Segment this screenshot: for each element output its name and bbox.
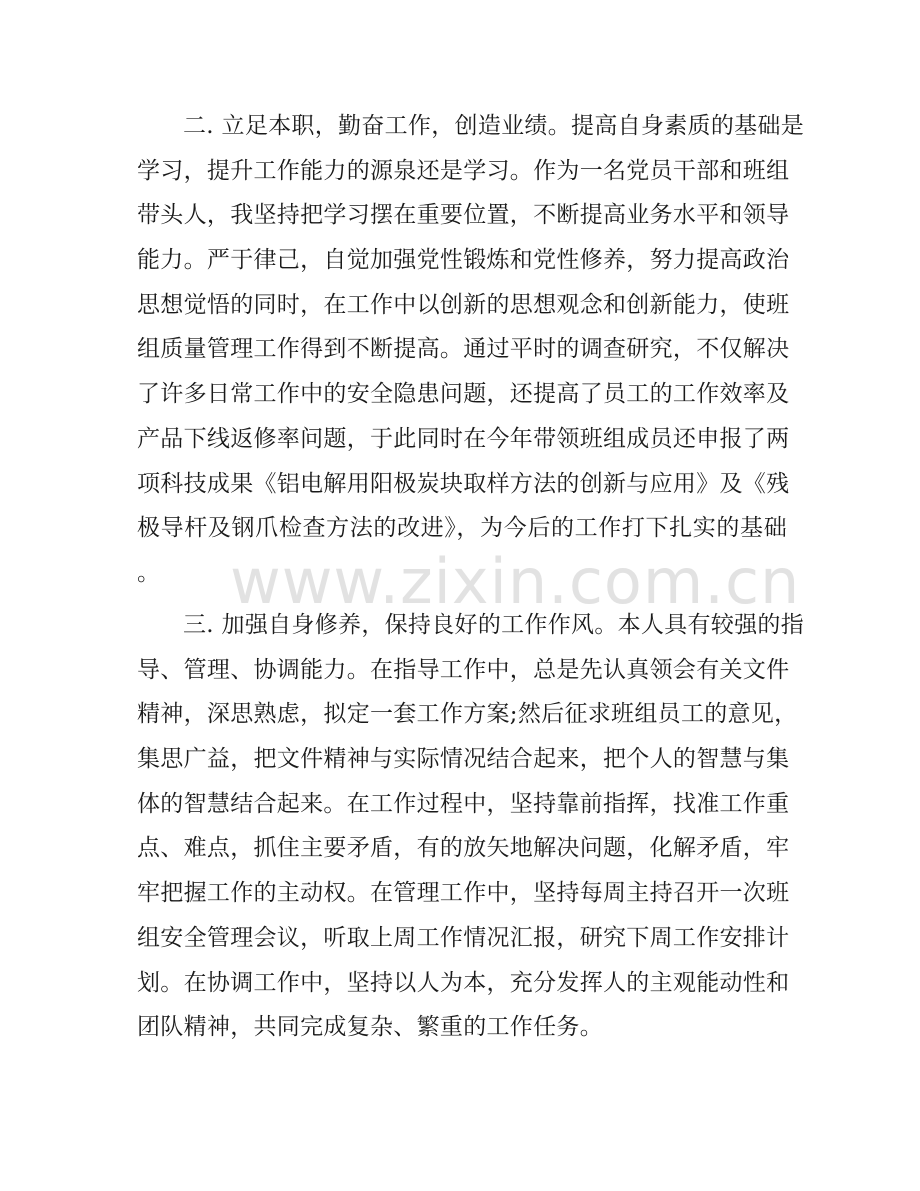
paragraph-line: 点、难点，抓住主要矛盾，有的放矢地解决问题，化解矛盾，牢	[137, 835, 790, 862]
paragraph-line: 集思广益，把文件精神与实际情况结合起来，把个人的智慧与集	[137, 746, 790, 773]
paragraph-line: 组安全管理会议，听取上周工作情况汇报，研究下周工作安排计	[137, 924, 790, 951]
paragraph-line: 学习，提升工作能力的源泉还是学习。作为一名党员干部和班组	[137, 157, 790, 184]
paragraph-line: 了许多日常工作中的安全隐患问题，还提高了员工的工作效率及	[137, 381, 790, 408]
paragraph-line: 团队精神，共同完成复杂、繁重的工作任务。	[137, 1014, 603, 1041]
paragraph-line: 划。在协调工作中，坚持以人为本，充分发挥人的主观能动性和	[137, 969, 790, 996]
paragraph-section-three	[137, 603, 805, 1050]
paragraph-line: 组质量管理工作得到不断提高。通过平时的调查研究，不仅解决	[137, 336, 790, 363]
paragraph-line: 思想觉悟的同时，在工作中以创新的思想观念和创新能力，使班	[137, 291, 790, 318]
paragraph-line: 二. 立足本职，勤奋工作，创造业绩。提高自身素质的基础是	[183, 113, 805, 139]
paragraph-line: 三. 加强自身修养，保持良好的工作作风。本人具有较强的指	[183, 612, 805, 638]
paragraph-line: 产品下线返修率问题，于此同时在今年带领班组成员还申报了两	[137, 425, 790, 452]
paragraph-line: 。	[137, 559, 161, 586]
paragraph-line: 带头人，我坚持把学习摆在重要位置，不断提高业务水平和领导	[137, 202, 790, 229]
paragraph-line: 极导杆及钢爪检查方法的改进》，为今后的工作打下扎实的基础	[137, 515, 787, 542]
paragraph-line: 牢把握工作的主动权。在管理工作中，坚持每周主持召开一次班	[137, 880, 790, 907]
watermark-text: www.zixin.com.cn	[230, 545, 801, 618]
paragraph-section-two	[137, 104, 805, 596]
paragraph-line: 项科技成果《铝电解用阳极炭块取样方法的创新与应用》及《残	[137, 470, 790, 497]
paragraph-line: 精神，深思熟虑，拟定一套工作方案;然后征求班组员工的意见，	[137, 701, 798, 728]
paragraph-line: 体的智慧结合起来。在工作过程中，坚持靠前指挥，找准工作重	[137, 790, 790, 817]
paragraph-line: 能力。严于律己，自觉加强党性锻炼和党性修养，努力提高政治	[137, 247, 790, 274]
paragraph-line: 导、管理、协调能力。在指导工作中，总是先认真领会有关文件	[137, 656, 790, 683]
